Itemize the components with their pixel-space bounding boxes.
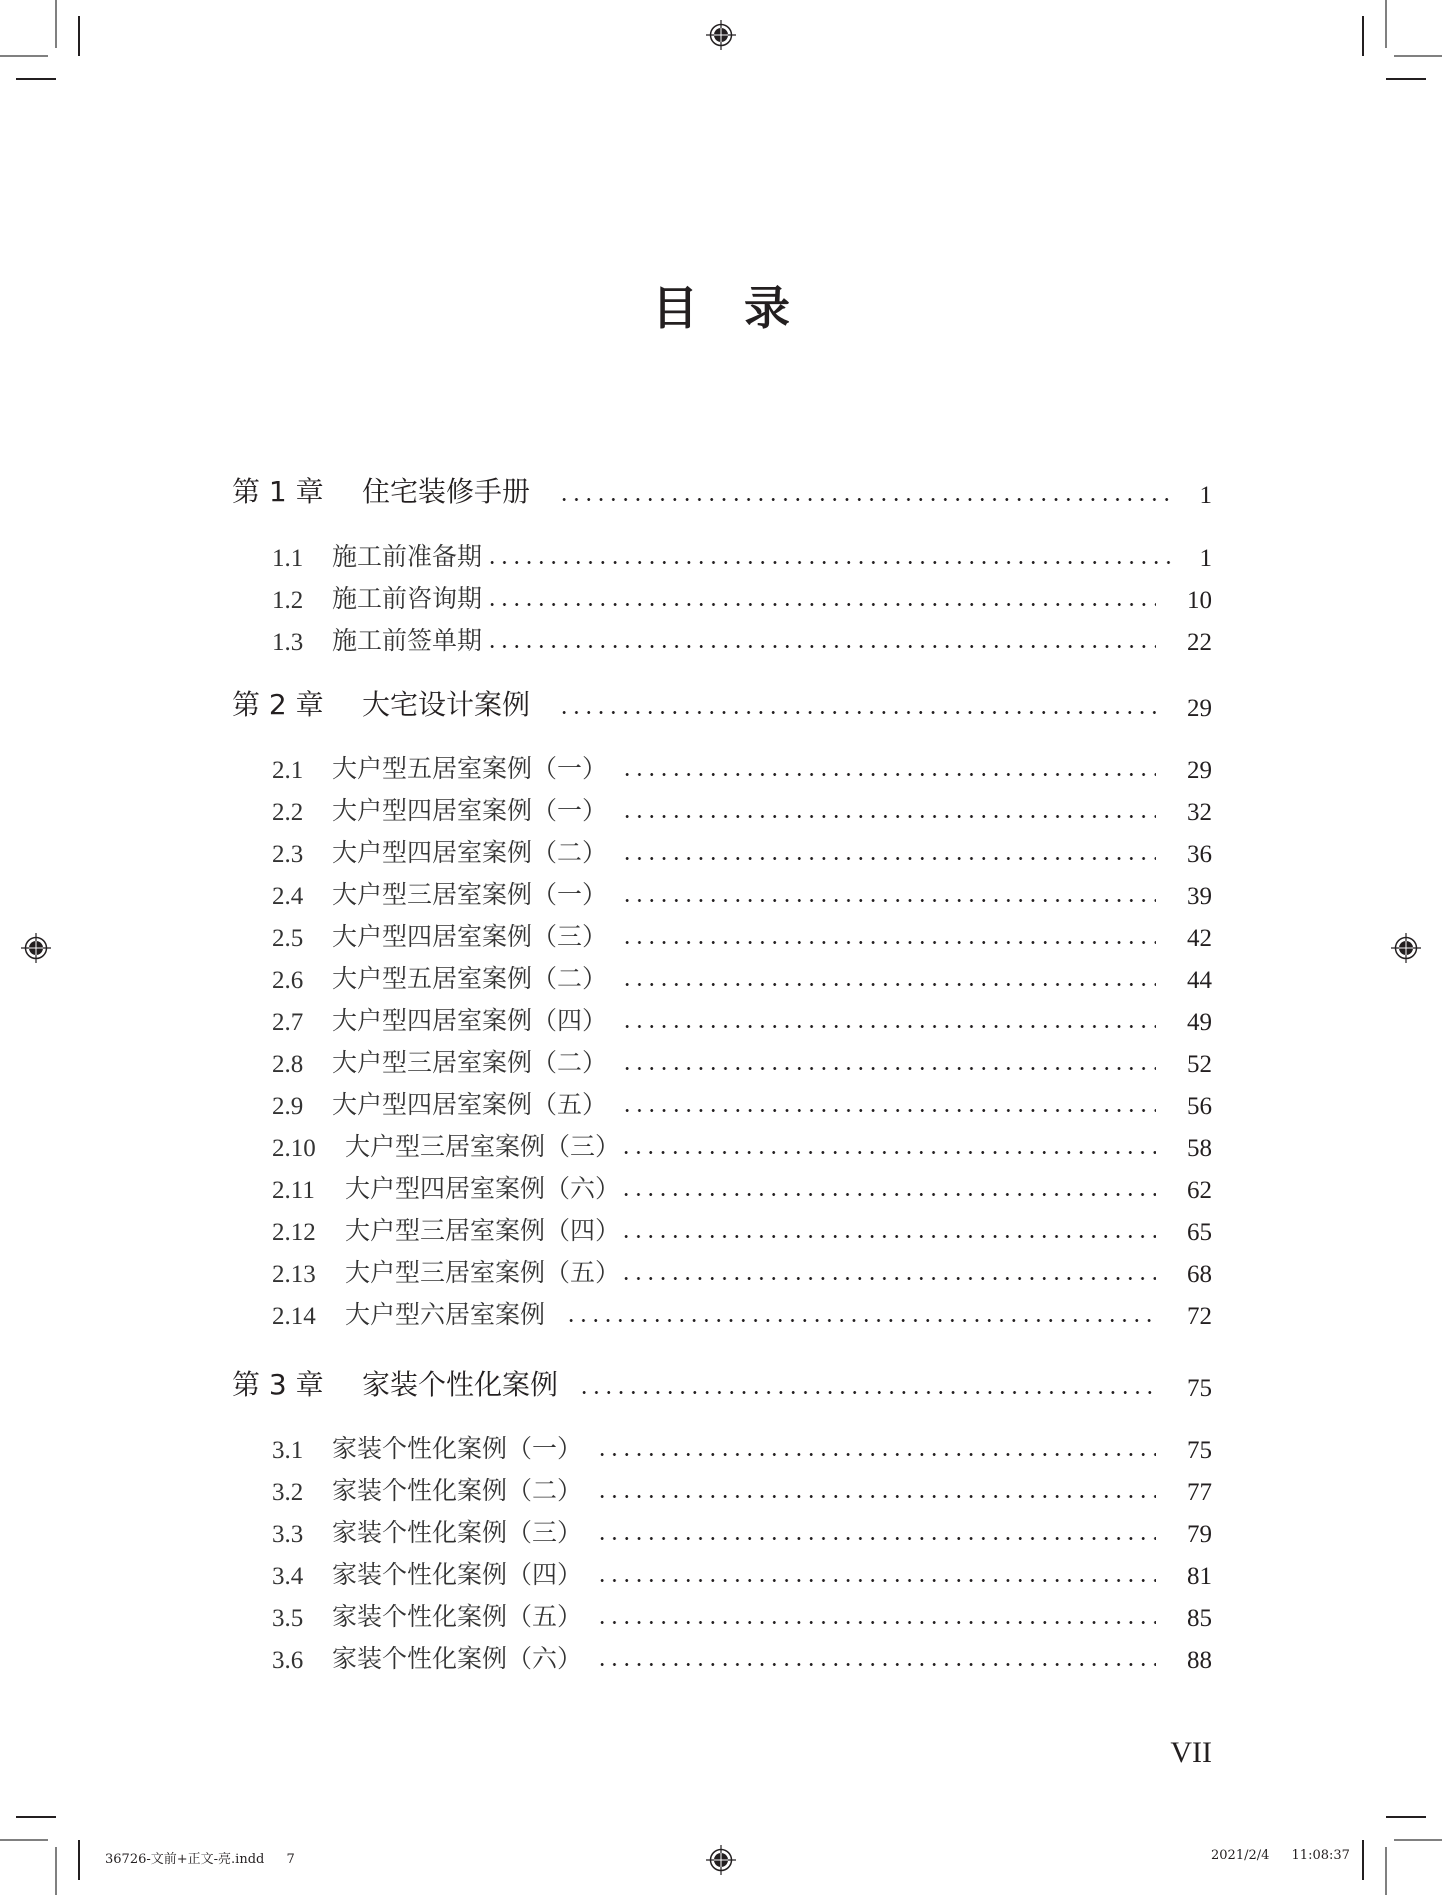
- section-number: 2.9: [272, 1093, 304, 1120]
- section-title: 家装个性化案例（六）: [332, 1644, 583, 1673]
- crop-mark-bottom-right-v-inner: [1362, 1840, 1364, 1880]
- dot-leader: [621, 815, 1156, 818]
- toc-chapter-1[interactable]: [232, 470, 1212, 510]
- dot-leader: [621, 941, 1156, 944]
- section-title: 大户型三居室案例（五）: [345, 1258, 621, 1287]
- section-number: 2.5: [272, 925, 304, 952]
- crop-mark-top-right-h-inner: [1386, 78, 1426, 80]
- chapter-title: 大宅设计案例: [362, 688, 531, 721]
- dot-leader: [596, 1537, 1156, 1540]
- page-number: 62: [1187, 1177, 1212, 1204]
- crop-mark-top-left-h-inner: [16, 78, 56, 80]
- section-title: 施工前咨询期: [332, 584, 483, 613]
- page-number: 32: [1187, 799, 1212, 826]
- section-number: 1.2: [272, 587, 304, 614]
- dot-leader: [620, 1277, 1156, 1280]
- section-number: 2.12: [272, 1219, 316, 1246]
- page-number: 79: [1187, 1521, 1212, 1548]
- crop-mark-bottom-right-h-inner: [1386, 1816, 1426, 1818]
- page-number: 42: [1187, 925, 1212, 952]
- page-number: 72: [1187, 1303, 1212, 1330]
- toc-section[interactable]: [232, 1123, 1212, 1163]
- crop-mark-bottom-right-v-outer: [1385, 1847, 1387, 1895]
- section-number: 2.4: [272, 883, 304, 910]
- page-title-char-2: 录: [744, 281, 790, 335]
- page-title-char-1: 目: [652, 281, 698, 335]
- dot-leader: [621, 899, 1156, 902]
- chapter-label: 第 2 章: [232, 688, 324, 721]
- dot-leader: [596, 1453, 1156, 1456]
- section-title: 大户型三居室案例（一）: [332, 880, 608, 909]
- page-number: 29: [1187, 695, 1212, 722]
- section-title: 施工前准备期: [332, 542, 483, 571]
- registration-mark-top-icon: [706, 20, 736, 50]
- slug-page: 7: [286, 1852, 295, 1867]
- crop-mark-top-right-v-inner: [1362, 16, 1364, 56]
- page-number: 77: [1187, 1479, 1212, 1506]
- toc-section[interactable]: [232, 533, 1212, 573]
- page-number: 22: [1187, 629, 1212, 656]
- toc-chapter-3[interactable]: [232, 1363, 1212, 1403]
- dot-leader: [486, 561, 1176, 564]
- section-title: 大户型四居室案例（六）: [345, 1174, 621, 1203]
- toc-section[interactable]: [232, 1551, 1212, 1591]
- chapter-label: 第 1 章: [232, 475, 324, 508]
- section-title: 大户型四居室案例（三）: [332, 922, 608, 951]
- chapter-label: 第 3 章: [232, 1368, 324, 1401]
- page-number: 52: [1187, 1051, 1212, 1078]
- slug-timestamp: [1211, 1848, 1350, 1863]
- page-number: 36: [1187, 841, 1212, 868]
- section-title: 大户型三居室案例（四）: [345, 1216, 621, 1245]
- section-number: 3.3: [272, 1521, 304, 1548]
- dot-leader: [558, 498, 1176, 501]
- section-title: 大户型四居室案例（四）: [332, 1006, 608, 1035]
- dot-leader: [596, 1663, 1156, 1666]
- crop-mark-top-left-v-inner: [78, 16, 80, 56]
- dot-leader: [621, 1025, 1156, 1028]
- section-number: 3.2: [272, 1479, 304, 1506]
- section-title: 家装个性化案例（四）: [332, 1560, 583, 1589]
- toc-section[interactable]: [232, 955, 1212, 995]
- section-title: 大户型六居室案例: [345, 1300, 546, 1329]
- page-number: 58: [1187, 1135, 1212, 1162]
- toc-section[interactable]: [232, 913, 1212, 953]
- page-number: 68: [1187, 1261, 1212, 1288]
- dot-leader: [621, 1067, 1156, 1070]
- section-title: 施工前签单期: [332, 626, 483, 655]
- section-number: 2.13: [272, 1261, 316, 1288]
- toc-section[interactable]: [232, 1425, 1212, 1465]
- section-title: 大户型五居室案例（二）: [332, 964, 608, 993]
- slug-time: 11:08:37: [1291, 1848, 1350, 1863]
- section-title: 大户型三居室案例（三）: [345, 1132, 621, 1161]
- section-title: 大户型四居室案例（二）: [332, 838, 608, 867]
- registration-mark-right-icon: [1391, 933, 1421, 963]
- crop-mark-bottom-left-h-inner: [16, 1816, 56, 1818]
- section-number: 3.6: [272, 1647, 304, 1674]
- page-number: 1: [1199, 545, 1212, 572]
- page-number: 75: [1187, 1375, 1212, 1402]
- section-title: 大户型四居室案例（一）: [332, 796, 608, 825]
- dot-leader: [620, 1151, 1156, 1154]
- dot-leader: [558, 711, 1156, 714]
- toc-chapter-2[interactable]: [232, 683, 1212, 723]
- page-number: 56: [1187, 1093, 1212, 1120]
- dot-leader: [620, 1193, 1156, 1196]
- dot-leader: [621, 983, 1156, 986]
- slug-filename: [105, 1848, 295, 1867]
- toc-section[interactable]: [232, 745, 1212, 785]
- section-title: 家装个性化案例（二）: [332, 1476, 583, 1505]
- section-number: 2.1: [272, 757, 304, 784]
- section-number: 3.1: [272, 1437, 304, 1464]
- toc-section[interactable]: [232, 1249, 1212, 1289]
- dot-leader: [486, 645, 1156, 648]
- slug-date: 2021/2/4: [1211, 1848, 1270, 1863]
- crop-mark-bottom-left-v-inner: [78, 1840, 80, 1880]
- toc-section[interactable]: [232, 575, 1212, 615]
- dot-leader: [621, 857, 1156, 860]
- section-number: 2.11: [272, 1177, 315, 1204]
- toc-section[interactable]: [232, 1165, 1212, 1205]
- dot-leader: [621, 773, 1156, 776]
- toc-section[interactable]: [232, 1207, 1212, 1247]
- dot-leader: [596, 1621, 1156, 1624]
- page-number: 49: [1187, 1009, 1212, 1036]
- toc-section[interactable]: [232, 1593, 1212, 1633]
- section-title: 家装个性化案例（五）: [332, 1602, 583, 1631]
- toc-section[interactable]: [232, 829, 1212, 869]
- crop-mark-top-left-v-outer: [55, 0, 57, 48]
- section-number: 2.7: [272, 1009, 304, 1036]
- toc-section[interactable]: [232, 1291, 1212, 1331]
- folio-page-number: VII: [1170, 1736, 1212, 1769]
- page-number: 10: [1187, 587, 1212, 614]
- page-number: 88: [1187, 1647, 1212, 1674]
- crop-mark-bottom-left-h-outer: [0, 1839, 48, 1841]
- toc-section[interactable]: [232, 617, 1212, 657]
- crop-mark-top-right-h-outer: [1394, 55, 1442, 57]
- dot-leader: [578, 1391, 1156, 1394]
- dot-leader: [486, 603, 1156, 606]
- page-number: 39: [1187, 883, 1212, 910]
- section-number: 1.1: [272, 545, 304, 572]
- page-number: 1: [1199, 482, 1212, 509]
- toc-section[interactable]: [232, 787, 1212, 827]
- page-number: 75: [1187, 1437, 1212, 1464]
- section-title: 大户型三居室案例（二）: [332, 1048, 608, 1077]
- section-number: 1.3: [272, 629, 304, 656]
- dot-leader: [596, 1579, 1156, 1582]
- toc-section[interactable]: [232, 1509, 1212, 1549]
- section-number: 3.4: [272, 1563, 304, 1590]
- toc-section[interactable]: [232, 871, 1212, 911]
- dot-leader: [596, 1495, 1156, 1498]
- chapter-title: 住宅装修手册: [362, 475, 531, 508]
- dot-leader: [565, 1319, 1156, 1322]
- slug-file: 36726-文前+正文-亮.indd: [105, 1852, 265, 1867]
- section-number: 2.8: [272, 1051, 304, 1078]
- crop-mark-bottom-left-v-outer: [55, 1847, 57, 1895]
- section-number: 2.10: [272, 1135, 316, 1162]
- section-title: 家装个性化案例（一）: [332, 1434, 583, 1463]
- crop-mark-top-right-v-outer: [1385, 0, 1387, 48]
- page-number: 44: [1187, 967, 1212, 994]
- section-title: 大户型四居室案例（五）: [332, 1090, 608, 1119]
- section-number: 2.2: [272, 799, 304, 826]
- page-number: 29: [1187, 757, 1212, 784]
- toc-section[interactable]: [232, 1081, 1212, 1121]
- page-number: 85: [1187, 1605, 1212, 1632]
- toc-section[interactable]: [232, 1039, 1212, 1079]
- section-title: 大户型五居室案例（一）: [332, 754, 608, 783]
- toc-section[interactable]: [232, 1635, 1212, 1675]
- registration-mark-left-icon: [21, 933, 51, 963]
- section-number: 2.3: [272, 841, 304, 868]
- section-number: 2.6: [272, 967, 304, 994]
- toc-section[interactable]: [232, 997, 1212, 1037]
- page-number: 81: [1187, 1563, 1212, 1590]
- section-number: 2.14: [272, 1303, 316, 1330]
- crop-mark-bottom-right-h-outer: [1394, 1839, 1442, 1841]
- section-title: 家装个性化案例（三）: [332, 1518, 583, 1547]
- section-number: 3.5: [272, 1605, 304, 1632]
- chapter-title: 家装个性化案例: [362, 1368, 559, 1401]
- page-number: 65: [1187, 1219, 1212, 1246]
- toc-section[interactable]: [232, 1467, 1212, 1507]
- dot-leader: [621, 1109, 1156, 1112]
- crop-mark-top-left-h-outer: [0, 55, 48, 57]
- page-title: [0, 272, 1442, 338]
- registration-mark-bottom-icon: [706, 1845, 736, 1875]
- dot-leader: [620, 1235, 1156, 1238]
